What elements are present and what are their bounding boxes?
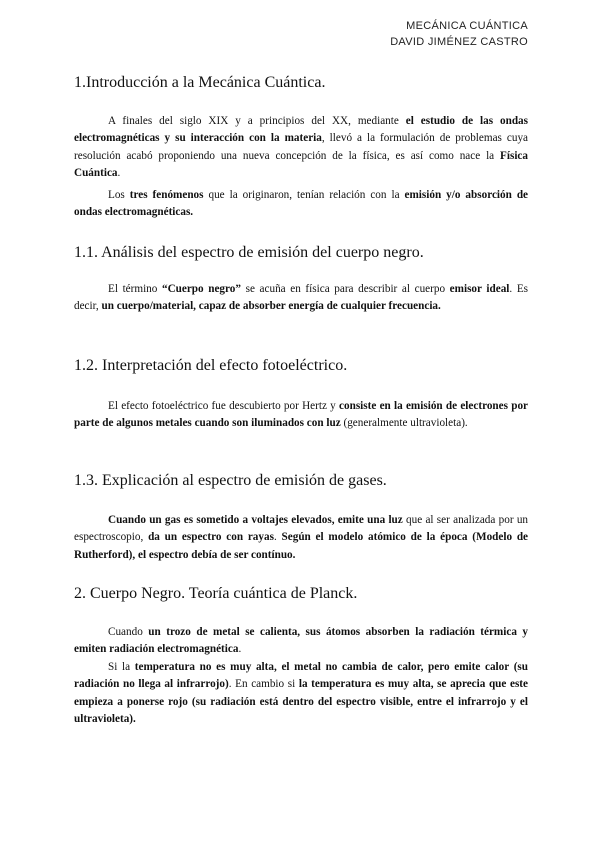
section-1-2-paragraph: El efecto fotoeléctrico fue descubierto por Hertz y consiste en la emisión de electrones por parte de algunos metales cuando son iluminados con luz (generalmente ultravioleta).: [74, 400, 528, 430]
section-title-1-1: 1.1. Análisis del espectro de emisión del cuerpo negro.: [74, 244, 424, 261]
header-author: DAVID JIMÉNEZ CASTRO: [390, 36, 528, 48]
section-2-paragraph-2: Si la temperatura no es muy alta, el metal no cambia de calor, pero emite calor (su radiación no llega al infrarrojo). En cambio si la temperatura es muy alta, se aprecia que este empieza a ponerse rojo (su radiación está dentro del espectro visible, entre el infrarrojo y el ultravioleta).: [74, 661, 528, 726]
section-1-1-paragraph: El término “Cuerpo negro” se acuña en física para describir al cuerpo emisor ideal. Es decir, un cuerpo/material, capaz de absorber energía de cualquier frecuencia.: [74, 283, 529, 313]
section-title-1-2: 1.2. Interpretación del efecto fotoeléctrico.: [74, 357, 348, 374]
intro-paragraph-2: Los tres fenómenos que la originaron, tenían relación con la emisión y/o absorción de ondas electromagnéticas.: [74, 189, 529, 219]
section-title-2: 2. Cuerpo Negro. Teoría cuántica de Planck.: [74, 585, 358, 602]
header-subject: MECÁNICA CUÁNTICA: [406, 20, 528, 32]
section-2-paragraph-1: Cuando un trozo de metal se calienta, sus átomos absorben la radiación térmica y emiten radiación electromagnética.: [74, 626, 528, 656]
section-1-3-paragraph: Cuando un gas es sometido a voltajes elevados, emite una luz que al ser analizada por un espectroscopio, da un espectro con rayas. Según el modelo atómico de la época (Modelo de Rutherford), el espectro debía de ser contínuo.: [74, 514, 529, 561]
section-title-1-3: 1.3. Explicación al espectro de emisión de gases.: [74, 472, 387, 489]
intro-paragraph-1: A finales del siglo XIX y a principios del XX, mediante el estudio de las ondas electromagnéticas y su interacción con la materia, llevó a la formulación de problemas cuya resolución acabó proponiendo una nueva concepción de la física, es así como nace la Física Cuántica.: [74, 115, 529, 180]
section-title-intro: 1.Introducción a la Mecánica Cuántica.: [74, 74, 326, 91]
